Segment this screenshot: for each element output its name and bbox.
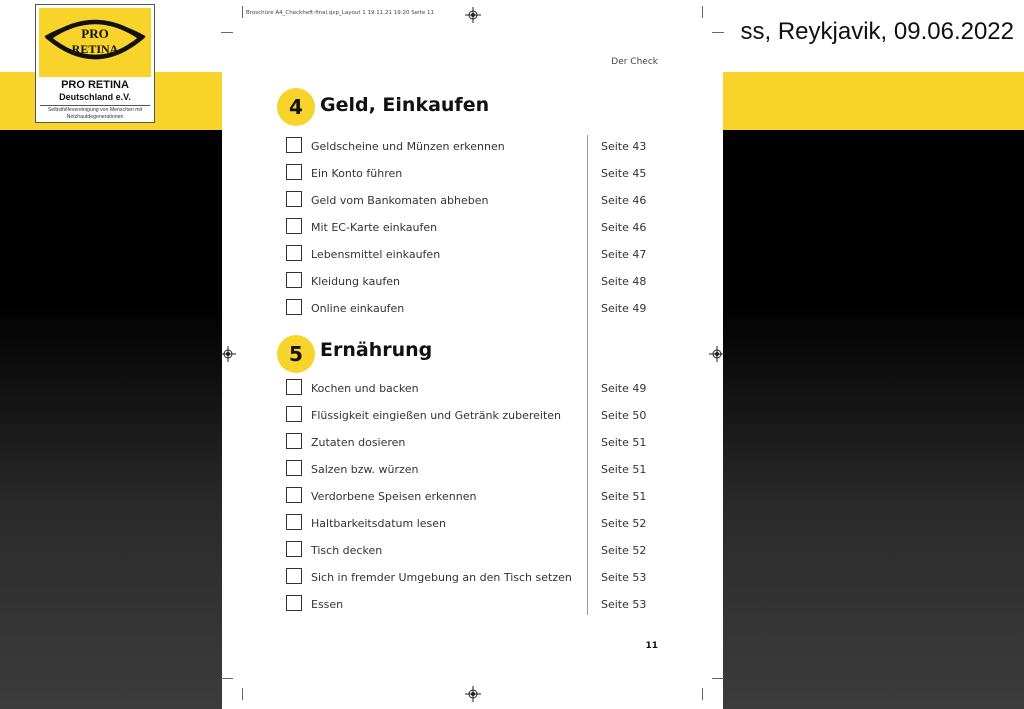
checkbox-icon[interactable] <box>286 406 302 422</box>
logo-mark-line1: PRO <box>81 26 109 41</box>
checklist-item-label: Geldscheine und Münzen erkennen <box>311 140 505 153</box>
checklist-item-label: Lebensmittel einkaufen <box>311 248 441 261</box>
checkbox-icon[interactable] <box>286 164 302 180</box>
checkbox-icon[interactable] <box>286 433 302 449</box>
checkbox-icon[interactable] <box>286 568 302 584</box>
checklist-item <box>286 514 666 534</box>
file-info: Broschüre A4_Checkheft-final.qxp_Layout 1 19.11.21 19:20 Seite 11 <box>246 10 434 16</box>
page-reference: Seite 45 <box>601 167 647 180</box>
checkbox-icon[interactable] <box>286 541 302 557</box>
checkbox-icon[interactable] <box>286 595 302 611</box>
page-reference: Seite 49 <box>601 302 647 315</box>
document-category: Der Check <box>611 57 658 67</box>
checklist-item-label: Sich in fremder Umgebung an den Tisch setzen <box>311 571 572 584</box>
checklist-item <box>286 595 666 615</box>
logo-divider <box>40 105 150 106</box>
page-reference: Seite 52 <box>601 517 647 530</box>
section-title: Ernährung <box>320 339 433 361</box>
page-reference: Seite 51 <box>601 463 647 476</box>
checkbox-icon[interactable] <box>286 514 302 530</box>
checkbox-icon[interactable] <box>286 299 302 315</box>
logo-mark-line2: RETINA <box>71 42 119 56</box>
crop-mark <box>242 688 243 700</box>
checklist-item <box>286 541 666 561</box>
checkbox-icon[interactable] <box>286 487 302 503</box>
page-reference: Seite 50 <box>601 409 647 422</box>
page-reference: Seite 47 <box>601 248 647 261</box>
slide-title: ss, Reykjavik, 09.06.2022 <box>740 18 1014 45</box>
page-reference: Seite 51 <box>601 436 647 449</box>
checklist-item-label: Haltbarkeitsdatum lesen <box>311 517 446 530</box>
registration-mark-icon <box>465 7 481 23</box>
checkbox-icon[interactable] <box>286 460 302 476</box>
registration-mark-icon <box>465 686 481 702</box>
document-page <box>222 0 723 709</box>
page-reference: Seite 53 <box>601 598 647 611</box>
checklist-item <box>286 137 666 157</box>
checklist-item <box>286 191 666 211</box>
checklist-item <box>286 164 666 184</box>
page-reference: Seite 46 <box>601 194 647 207</box>
crop-mark <box>242 6 243 18</box>
registration-mark-icon <box>220 346 236 362</box>
checkbox-icon[interactable] <box>286 245 302 261</box>
checklist-item <box>286 433 666 453</box>
page-reference: Seite 43 <box>601 140 647 153</box>
crop-mark <box>702 688 703 700</box>
checklist-item-label: Verdorbene Speisen erkennen <box>311 490 477 503</box>
page-reference: Seite 46 <box>601 221 647 234</box>
logo-tagline: Selbsthilfevereinigung von Menschen mit Netzhautdegenerationen <box>47 107 143 120</box>
eye-icon <box>39 8 151 77</box>
crop-mark <box>221 678 233 679</box>
page-reference: Seite 51 <box>601 490 647 503</box>
checklist-item <box>286 299 666 319</box>
checklist-item <box>286 218 666 238</box>
crop-mark <box>712 32 724 33</box>
checklist-item-label: Zutaten dosieren <box>311 436 406 449</box>
pro-retina-logo <box>35 4 155 123</box>
registration-mark-icon <box>709 346 725 362</box>
section-number-badge: 4 <box>277 88 315 126</box>
section-title: Geld, Einkaufen <box>320 94 490 116</box>
checkbox-icon[interactable] <box>286 218 302 234</box>
checklist-item-label: Geld vom Bankomaten abheben <box>311 194 489 207</box>
checklist-item <box>286 406 666 426</box>
checklist-item-label: Online einkaufen <box>311 302 405 315</box>
checklist-item-label: Salzen bzw. würzen <box>311 463 419 476</box>
checklist-item-label: Ein Konto führen <box>311 167 403 180</box>
checklist-item-label: Kochen und backen <box>311 382 419 395</box>
logo-name: PRO RETINA <box>61 79 129 91</box>
crop-mark <box>702 6 703 18</box>
checklist-item-label: Essen <box>311 598 344 611</box>
crop-mark <box>712 678 724 679</box>
logo-subname: Deutschland e.V. <box>59 92 131 102</box>
checklist-item-label: Flüssigkeit eingießen und Getränk zubereiten <box>311 409 562 422</box>
checklist-item-label: Mit EC-Karte einkaufen <box>311 221 438 234</box>
checklist-item <box>286 460 666 480</box>
page-reference: Seite 49 <box>601 382 647 395</box>
checklist-item-label: Kleidung kaufen <box>311 275 400 288</box>
checkbox-icon[interactable] <box>286 191 302 207</box>
checklist-item <box>286 487 666 507</box>
checklist-item <box>286 245 666 265</box>
checklist-item <box>286 568 666 588</box>
section-number-badge: 5 <box>277 335 315 373</box>
checklist-item-label: Tisch decken <box>311 544 383 557</box>
checkbox-icon[interactable] <box>286 137 302 153</box>
checkbox-icon[interactable] <box>286 379 302 395</box>
page-reference: Seite 52 <box>601 544 647 557</box>
checklist-item <box>286 379 666 399</box>
page-reference: Seite 53 <box>601 571 647 584</box>
checklist-item <box>286 272 666 292</box>
checkbox-icon[interactable] <box>286 272 302 288</box>
page-reference: Seite 48 <box>601 275 647 288</box>
page-number: 11 <box>645 641 658 651</box>
crop-mark <box>221 32 233 33</box>
